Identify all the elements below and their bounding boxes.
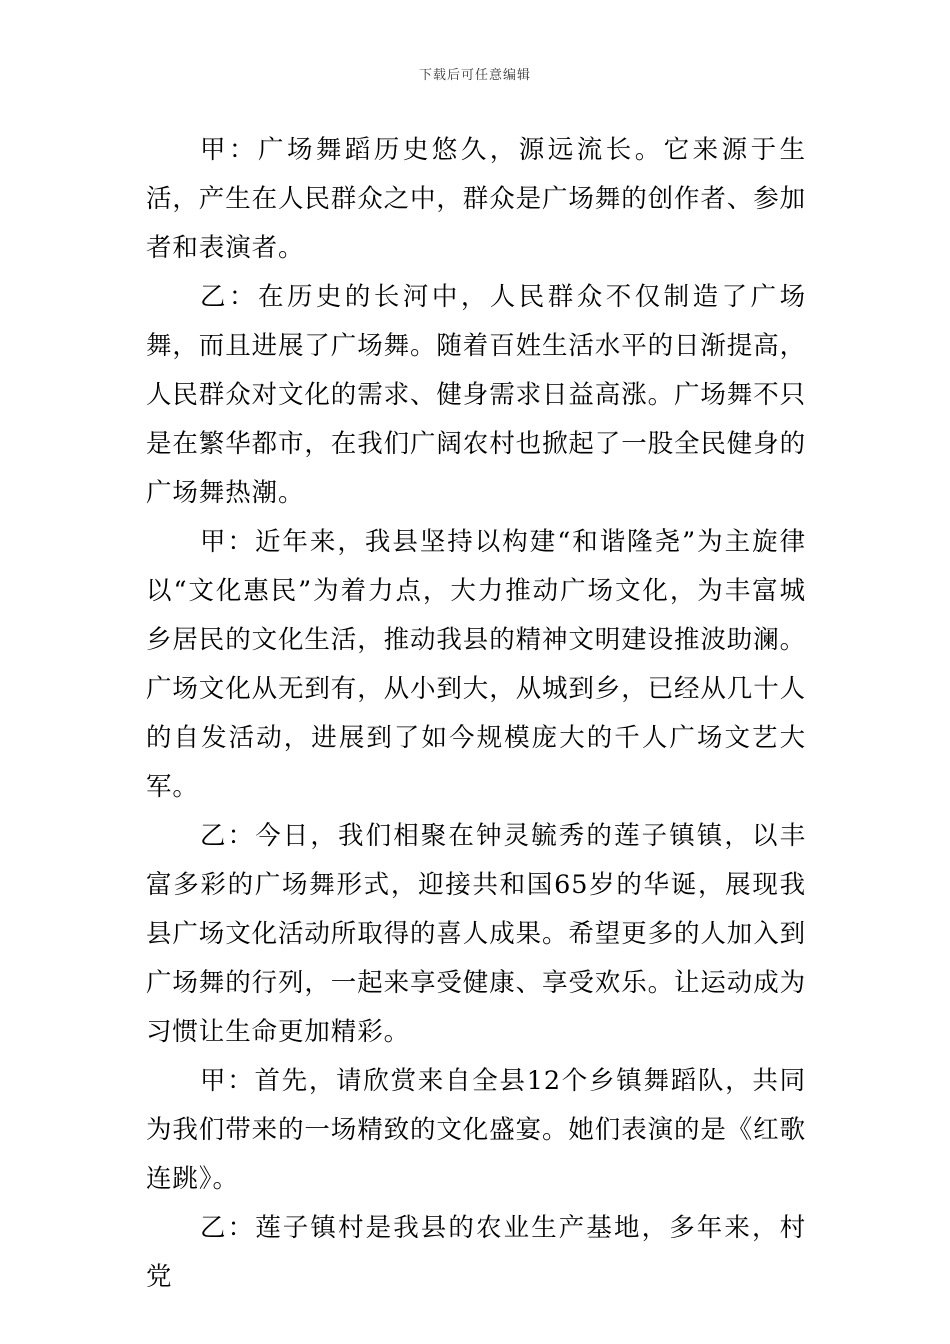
paragraph: 乙：莲子镇村是我县的农业生产基地，多年来，村党: [146, 1213, 806, 1292]
paragraph: 甲：首先，请欣赏来自全县12个乡镇舞蹈队，共同为我们带来的一场精致的文化盛宴。她们表演的是《红歌连跳》。: [146, 1066, 807, 1194]
paragraph: 乙：今日，我们相聚在钟灵毓秀的莲子镇镇，以丰富多彩的广场舞形式，迎接共和国65岁的华诞，展现我县广场文化活动所取得的喜人成果。希望更多的人加入到广场舞的行列，一起来享受健康、享受欢乐。让运动成为习惯让生命更加精彩。: [146, 821, 807, 1047]
page-header-note: 下载后可任意编辑: [418, 68, 531, 83]
paragraph: 甲：近年来，我县坚持以构建“和谐隆尧”为主旋律以“文化惠民”为着力点，大力推动广场文化，为丰富城乡居民的文化生活，推动我县的精神文明建设推波助澜。广场文化从无到有，从小到大，从城到乡，已经从几十人的自发活动，进展到了如今规模庞大的千人广场文艺大军。: [146, 527, 807, 802]
paragraph: 甲：广场舞蹈历史悠久，源远流长。它来源于生活，产生在人民群众之中，群众是广场舞的创作者、参加者和表演者。: [146, 135, 807, 263]
paragraph: 乙：在历史的长河中，人民群众不仅制造了广场舞，而且进展了广场舞。随着百姓生活水平的日渐提高，人民群众对文化的需求、健身需求日益高涨。广场舞不只是在繁华都市，在我们广阔农村也掀起了一股全民健身的广场舞热潮。: [146, 282, 807, 508]
document-body: [146, 126, 806, 1302]
